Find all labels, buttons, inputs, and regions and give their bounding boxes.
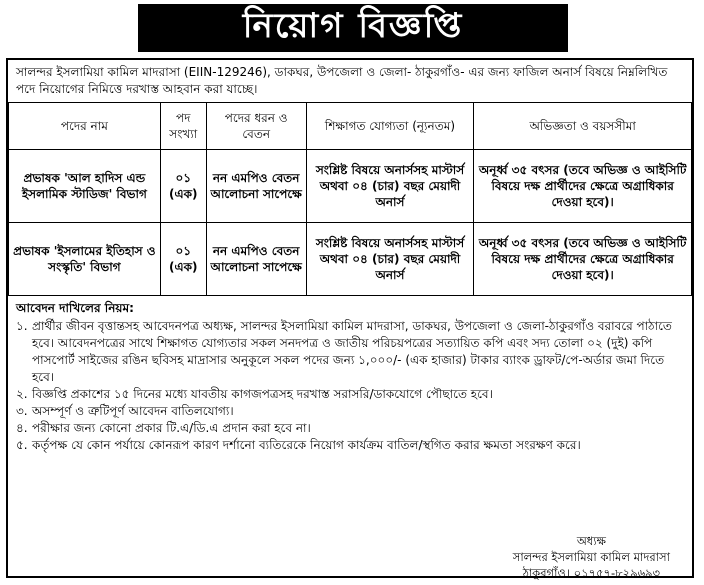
cell-post-type: নন এমপিও বেতন আলোচনা সাপেক্ষে	[206, 150, 306, 223]
cell-experience: অনূর্ধ্ব ৩৫ বৎসর (তবে অভিজ্ঞ ও আইসিটি বিষয়ে দক্ষ প্রার্থীদের ক্ষেত্রে অগ্রাধিকার দেওয়া হবে)।	[474, 223, 692, 296]
table-row	[9, 223, 692, 296]
cell-qualification: সংশ্লিষ্ট বিষয়ে অনার্সসহ মাস্টার্স অথবা ০৪ (চার) বছর মেয়াদী অনার্স	[306, 150, 474, 223]
rule-number: ৪.	[16, 421, 28, 435]
table-header-row	[9, 103, 692, 150]
cell-post-count: ০১ (এক)	[160, 223, 206, 296]
rule-item	[16, 420, 688, 437]
rule-number: ২.	[16, 387, 28, 401]
rule-text: প্রার্থীর জীবন বৃত্তান্তসহ আবেদনপত্র অধ্যক্ষ, সালন্দর ইসলামিয়া কামিল মাদরাসা, ডাকঘর, উপজেলা ও জেলা-ঠাকুরগাঁও বরাবরে পাঠাতে হবে। আবেদনপত্রের সাথে শিক্ষাগত যোগ্যতার সকল সনদপত্র ও জাতীয় পরিচয়পত্রের সত্যায়িত কপি এবং সদ্য তোলা ০২ (দুই) কপি পাসপোর্ট সাইজের রঙিন ছবিসহ মাদ্রাসার অনুকূলে সকল পদের জন্য ১,০০০/- (এক হাজার) টাকার ব্যাংক ড্রাফট/পে-অর্ডার জমা দিতে হবে।	[32, 319, 672, 384]
cell-qualification: সংশ্লিষ্ট বিষয়ে অনার্সসহ মাস্টার্স অথবা ০৪ (চার) বছর মেয়াদী অনার্স	[306, 223, 474, 296]
rule-item	[16, 403, 688, 420]
cell-post-type: নন এমপিও বেতন আলোচনা সাপেক্ষে	[206, 223, 306, 296]
rule-number: ৩.	[16, 404, 28, 418]
signature-institution: সালন্দর ইসলামিয়া কামিল মাদরাসা	[512, 550, 670, 564]
table-row	[9, 150, 692, 223]
signature-block	[513, 533, 670, 581]
header-post-type: পদের ধরন ও বেতন	[206, 103, 306, 150]
signature-role: অধ্যক্ষ	[576, 534, 606, 548]
cell-post-name: প্রভাষক 'ইসলামের ইতিহাস ও সংস্কৃতি' বিভাগ	[9, 223, 161, 296]
header-experience: অভিজ্ঞতা ও বয়সসীমা	[474, 103, 692, 150]
notice-frame	[6, 58, 694, 578]
header-qualification: শিক্ষাগত যোগ্যতা (ন্যূনতম)	[306, 103, 474, 150]
rule-number: ১.	[16, 319, 28, 333]
posts-table	[8, 102, 692, 296]
notice-page	[6, 4, 698, 580]
application-rules	[16, 300, 688, 454]
rules-title: আবেদন দাখিলের নিয়ম:	[16, 301, 134, 315]
header-post-count: পদ সংখ্যা	[160, 103, 206, 150]
rule-text: পরীক্ষার জন্য কোনো প্রকার টি.এ/ডি.এ প্রদান করা হবে না।	[32, 421, 311, 435]
intro-text: সালন্দর ইসলামিয়া কামিল মাদরাসা (EIIN-129246), ডাকঘর, উপজেলা ও জেলা- ঠাকুরগাঁও- এর জন্য ফাজিল অনার্স বিষয়ে নিম্নলিখিত পদে নিয়োগের নিমিত্তে দরখাস্ত আহবান করা যাচ্ছে।	[16, 65, 668, 96]
cell-post-count: ০১ (এক)	[160, 150, 206, 223]
cell-experience: অনূর্ধ্ব ৩৫ বৎসর (তবে অভিজ্ঞ ও আইসিটি বিষয়ে দক্ষ প্রার্থীদের ক্ষেত্রে অগ্রাধিকার দেওয়া হবে)।	[474, 150, 692, 223]
rule-item	[16, 318, 688, 386]
notice-title: নিয়োগ বিজ্ঞপ্তি	[138, 4, 568, 52]
cell-post-name: প্রভাষক 'আল হাদিস এন্ড ইসলামিক স্টাডিজ' বিভাগ	[9, 150, 161, 223]
signature-contact: ঠাকুরগাঁও। ০১৭৫৭-৮২৯৬৯৩	[522, 566, 660, 580]
rule-text: কর্তৃপক্ষ যে কোন পর্যায়ে কোনরূপ কারণ দর্শানো ব্যতিরেকে নিয়োগ কার্যক্রম বাতিল/স্থগিত করার ক্ষমতা সংরক্ষণ করে।	[32, 438, 581, 452]
rule-text: অসম্পূর্ণ ও ত্রুটিপূর্ণ আবেদন বাতিলযোগ্য।	[32, 404, 234, 418]
rule-text: বিজ্ঞপ্তি প্রকাশের ১৫ দিনের মধ্যে যাবতীয় কাগজপত্রসহ দরখাস্ত সরাসরি/ডাকযোগে পৌছাতে হবে।	[32, 387, 493, 401]
header-post-name: পদের নাম	[9, 103, 161, 150]
rule-item	[16, 386, 688, 403]
rule-number: ৫.	[16, 438, 28, 452]
rule-item	[16, 437, 688, 454]
